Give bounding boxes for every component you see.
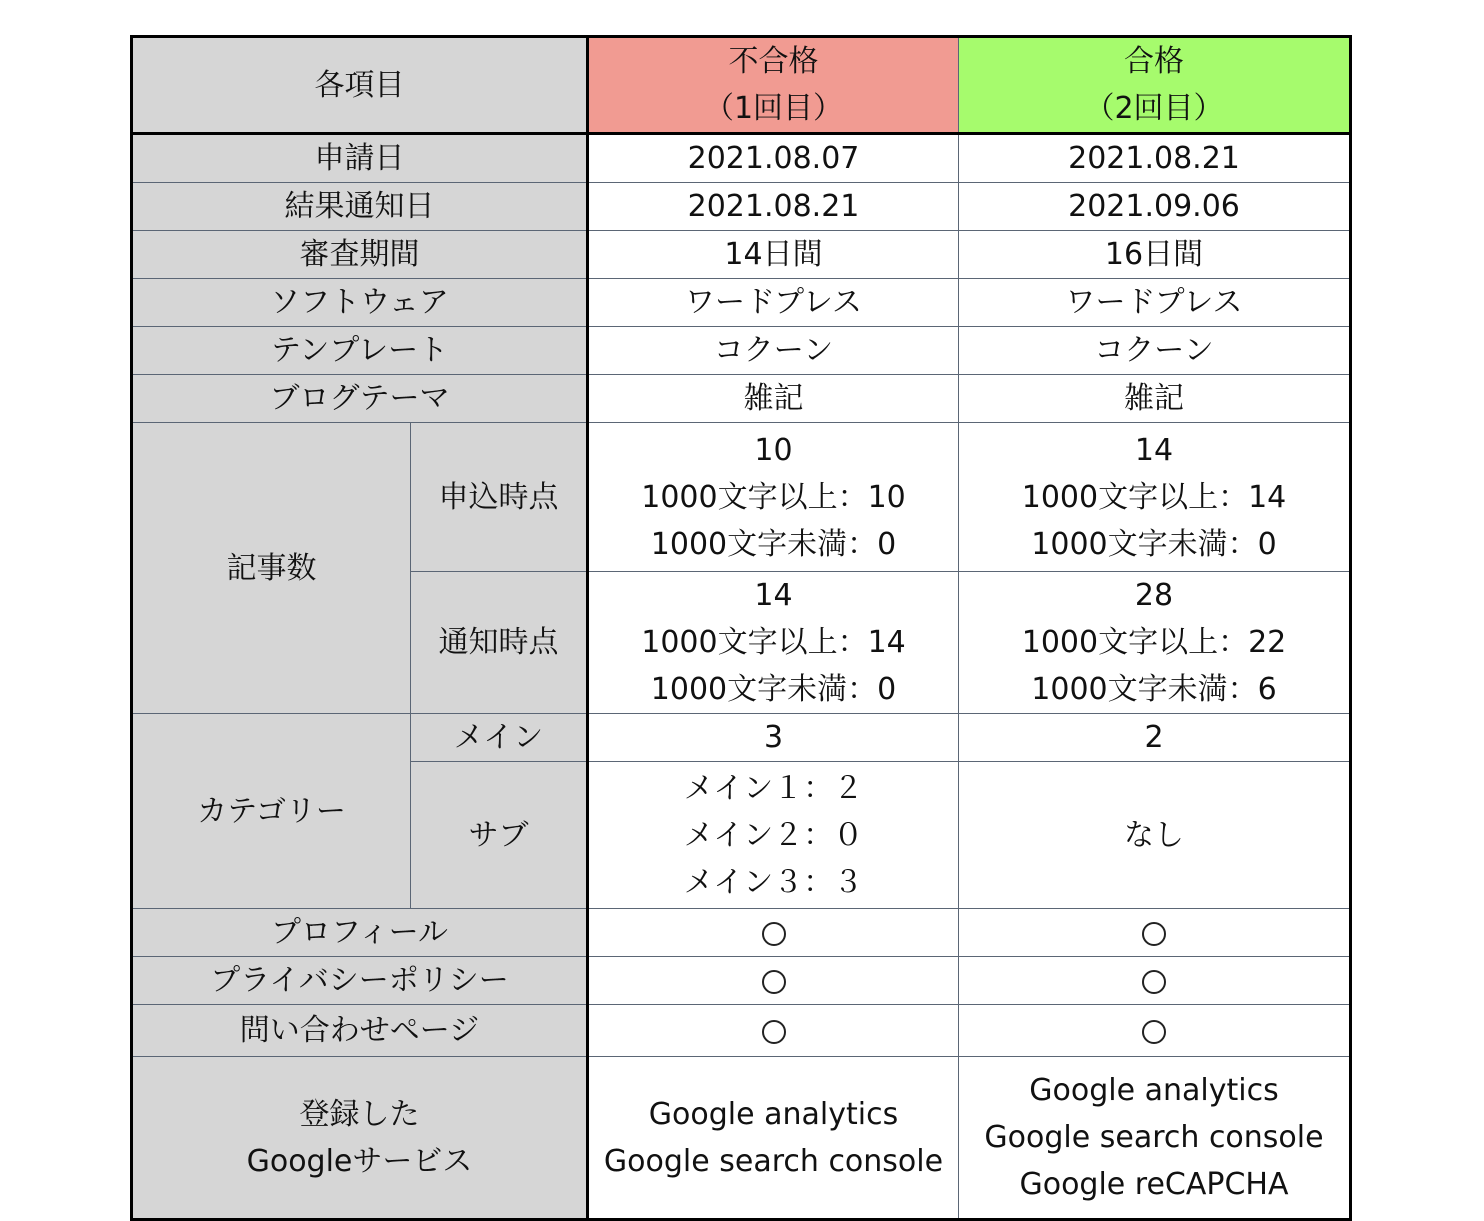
page-row bbox=[132, 957, 1351, 1005]
google-row bbox=[132, 1057, 1351, 1220]
fail-title: 不合格 bbox=[728, 44, 819, 79]
fail-check bbox=[588, 1005, 959, 1057]
header-pass bbox=[959, 37, 1351, 134]
fail-value: 14日間 bbox=[588, 231, 959, 279]
apply-pass-over: 1000文字以上：14 bbox=[1021, 479, 1287, 515]
pass-value: ワードプレス bbox=[959, 279, 1351, 327]
table-row bbox=[132, 375, 1351, 423]
notice-pass-total: 28 bbox=[1134, 578, 1174, 613]
fail-value: コクーン bbox=[588, 327, 959, 375]
header-row bbox=[132, 37, 1351, 134]
table-row bbox=[132, 183, 1351, 231]
category-main-row bbox=[132, 714, 1351, 762]
fail-value: 雑記 bbox=[588, 375, 959, 423]
circle-icon bbox=[762, 1020, 786, 1044]
category-main-label: メイン bbox=[411, 714, 588, 762]
category-main-pass: 2 bbox=[959, 714, 1351, 762]
notice-fail bbox=[588, 572, 959, 714]
row-label: 審査期間 bbox=[132, 231, 588, 279]
row-label: 結果通知日 bbox=[132, 183, 588, 231]
pass-check bbox=[959, 1005, 1351, 1057]
row-label: テンプレート bbox=[132, 327, 588, 375]
fail-value: 2021.08.07 bbox=[588, 134, 959, 183]
row-label: ソフトウェア bbox=[132, 279, 588, 327]
table-row bbox=[132, 231, 1351, 279]
circle-icon bbox=[1142, 922, 1166, 946]
table-row bbox=[132, 134, 1351, 183]
circle-icon bbox=[1142, 1020, 1166, 1044]
table-row bbox=[132, 327, 1351, 375]
page-row bbox=[132, 909, 1351, 957]
articles-label: 記事数 bbox=[132, 423, 411, 714]
google-pass bbox=[959, 1057, 1351, 1220]
pass-value: 16日間 bbox=[959, 231, 1351, 279]
notice-label: 通知時点 bbox=[411, 572, 588, 714]
fail-value: 2021.08.21 bbox=[588, 183, 959, 231]
google-service: Google search console bbox=[984, 1120, 1324, 1155]
page-row bbox=[132, 1005, 1351, 1057]
google-label bbox=[132, 1057, 588, 1220]
fail-check bbox=[588, 909, 959, 957]
apply-pass bbox=[959, 423, 1351, 572]
notice-pass-under: 1000文字未満：6 bbox=[1031, 672, 1277, 707]
pass-title: 合格 bbox=[1124, 44, 1184, 79]
google-service: Google search console bbox=[603, 1143, 944, 1179]
google-service: Google reCAPCHA bbox=[1019, 1167, 1289, 1202]
google-label-line2: Googleサービス bbox=[246, 1143, 473, 1179]
table-row bbox=[132, 279, 1351, 327]
google-label-line1: 登録した bbox=[299, 1096, 420, 1132]
row-label: プライバシーポリシー bbox=[132, 957, 588, 1005]
pass-value: 2021.08.21 bbox=[959, 134, 1351, 183]
notice-fail-over: 1000文字以上：14 bbox=[641, 625, 906, 660]
circle-icon bbox=[1142, 970, 1166, 994]
comparison-table bbox=[130, 35, 1352, 1221]
apply-fail-total: 10 bbox=[754, 432, 793, 468]
pass-check bbox=[959, 957, 1351, 1005]
notice-pass bbox=[959, 572, 1351, 714]
pass-check bbox=[959, 909, 1351, 957]
apply-fail-under: 1000文字未満：0 bbox=[650, 526, 897, 562]
fail-subtitle: （1回目） bbox=[703, 91, 844, 126]
google-fail bbox=[588, 1057, 959, 1220]
google-service: Google analytics bbox=[1029, 1073, 1279, 1108]
pass-value: コクーン bbox=[959, 327, 1351, 375]
articles-apply-row bbox=[132, 423, 1351, 572]
notice-fail-total: 14 bbox=[754, 578, 793, 613]
row-label: プロフィール bbox=[132, 909, 588, 957]
category-main-fail: 3 bbox=[588, 714, 959, 762]
notice-pass-over: 1000文字以上：22 bbox=[1021, 625, 1287, 660]
circle-icon bbox=[762, 970, 786, 994]
apply-label: 申込時点 bbox=[411, 423, 588, 572]
apply-fail bbox=[588, 423, 959, 572]
fail-check bbox=[588, 957, 959, 1005]
google-service: Google analytics bbox=[648, 1096, 899, 1132]
apply-pass-total: 14 bbox=[1134, 432, 1174, 468]
circle-icon bbox=[762, 922, 786, 946]
apply-pass-under: 1000文字未満：0 bbox=[1031, 526, 1277, 562]
category-sub-pass: なし bbox=[959, 762, 1351, 909]
header-item: 各項目 bbox=[132, 37, 588, 134]
pass-subtitle: （2回目） bbox=[1084, 91, 1224, 126]
row-label: 問い合わせページ bbox=[132, 1005, 588, 1057]
sub-fail-line: メイン１：２ bbox=[683, 770, 864, 806]
apply-fail-over: 1000文字以上：10 bbox=[641, 479, 906, 515]
sub-fail-line: メイン２：０ bbox=[683, 817, 864, 853]
sub-fail-line: メイン３：３ bbox=[683, 864, 864, 900]
category-sub-label: サブ bbox=[411, 762, 588, 909]
row-label: 申請日 bbox=[132, 134, 588, 183]
pass-value: 雑記 bbox=[959, 375, 1351, 423]
category-label: カテゴリー bbox=[132, 714, 411, 909]
fail-value: ワードプレス bbox=[588, 279, 959, 327]
header-fail bbox=[588, 37, 959, 134]
row-label: ブログテーマ bbox=[132, 375, 588, 423]
notice-fail-under: 1000文字未満：0 bbox=[650, 672, 897, 707]
category-sub-fail bbox=[588, 762, 959, 909]
pass-value: 2021.09.06 bbox=[959, 183, 1351, 231]
